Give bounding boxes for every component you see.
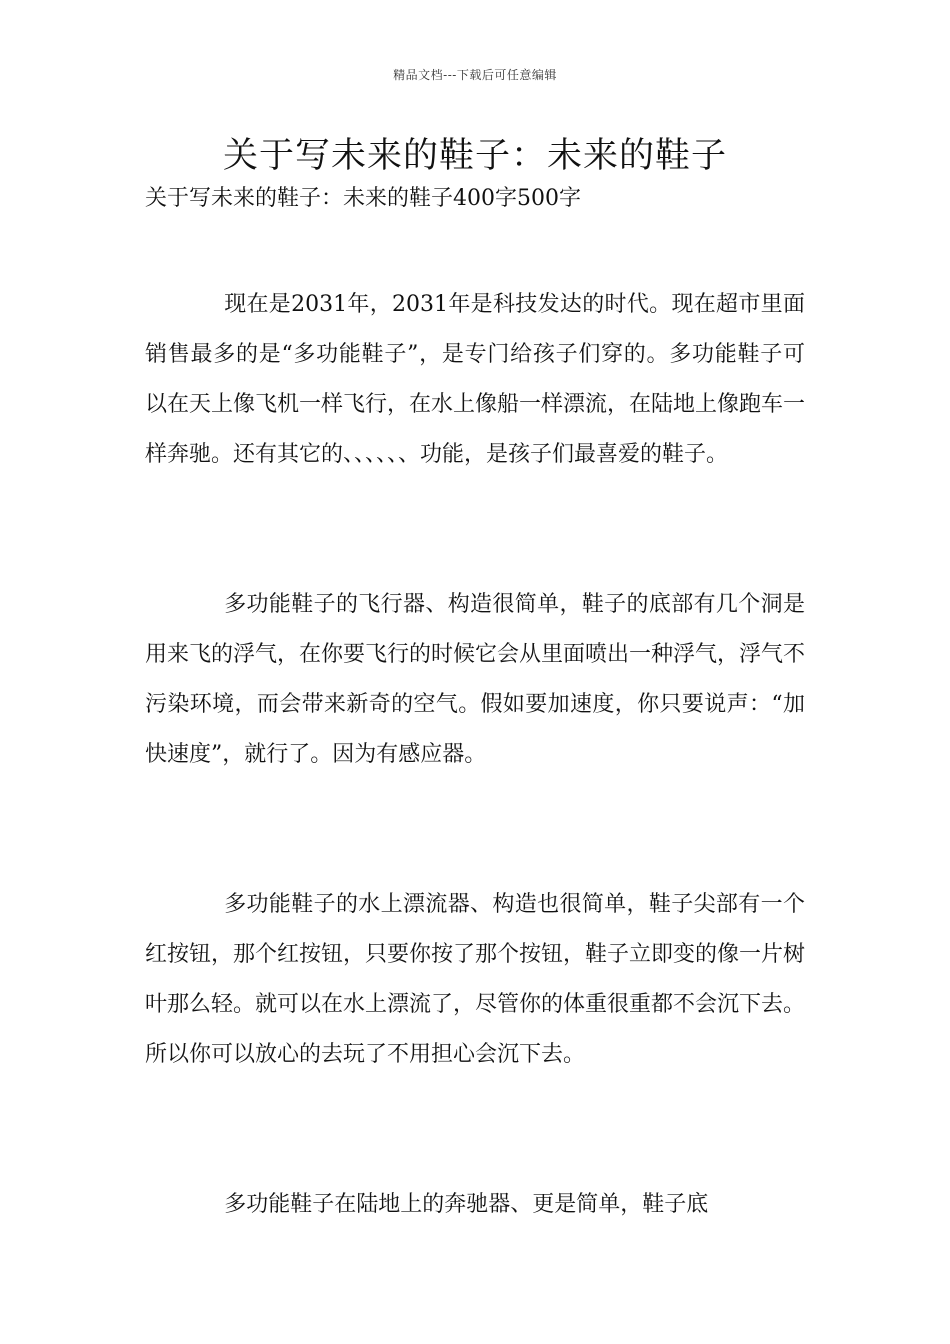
paragraph: 多功能鞋子在陆地上的奔驰器、更是简单，鞋子底 bbox=[224, 1192, 709, 1217]
document-body bbox=[145, 280, 805, 1230]
paragraph: 多功能鞋子的飞行器、构造很简单，鞋子的底部有几个洞是用来飞的浮气，在你要飞行的时候它会从里面喷出一种浮气，浮气不污染环境，而会带来新奇的空气。假如要加速度，你只要说声：“加快速度”，就行了。因为有感应器。 bbox=[145, 592, 806, 767]
header-note: 精品文档---下载后可任意编辑 bbox=[393, 68, 557, 82]
paragraph: 现在是2031年，2031年是科技发达的时代。现在超市里面销售最多的是“多功能鞋子”，是专门给孩子们穿的。多功能鞋子可以在天上像飞机一样飞行，在水上像船一样漂流，在陆地上像跑车一样奔驰。还有其它的、、、、、、功能，是孩子们最喜爱的鞋子。 bbox=[145, 292, 806, 467]
document-title: 关于写未来的鞋子：未来的鞋子 bbox=[222, 136, 727, 176]
paragraph: 多功能鞋子的水上漂流器、构造也很简单，鞋子尖部有一个红按钮，那个红按钮，只要你按了那个按钮，鞋子立即变的像一片树叶那么轻。就可以在水上漂流了，尽管你的体重很重都不会沉下去。所以你可以放心的去玩了不用担心会沉下去。 bbox=[145, 892, 806, 1067]
document-subtitle: 关于写未来的鞋子：未来的鞋子400字500字 bbox=[145, 186, 581, 211]
